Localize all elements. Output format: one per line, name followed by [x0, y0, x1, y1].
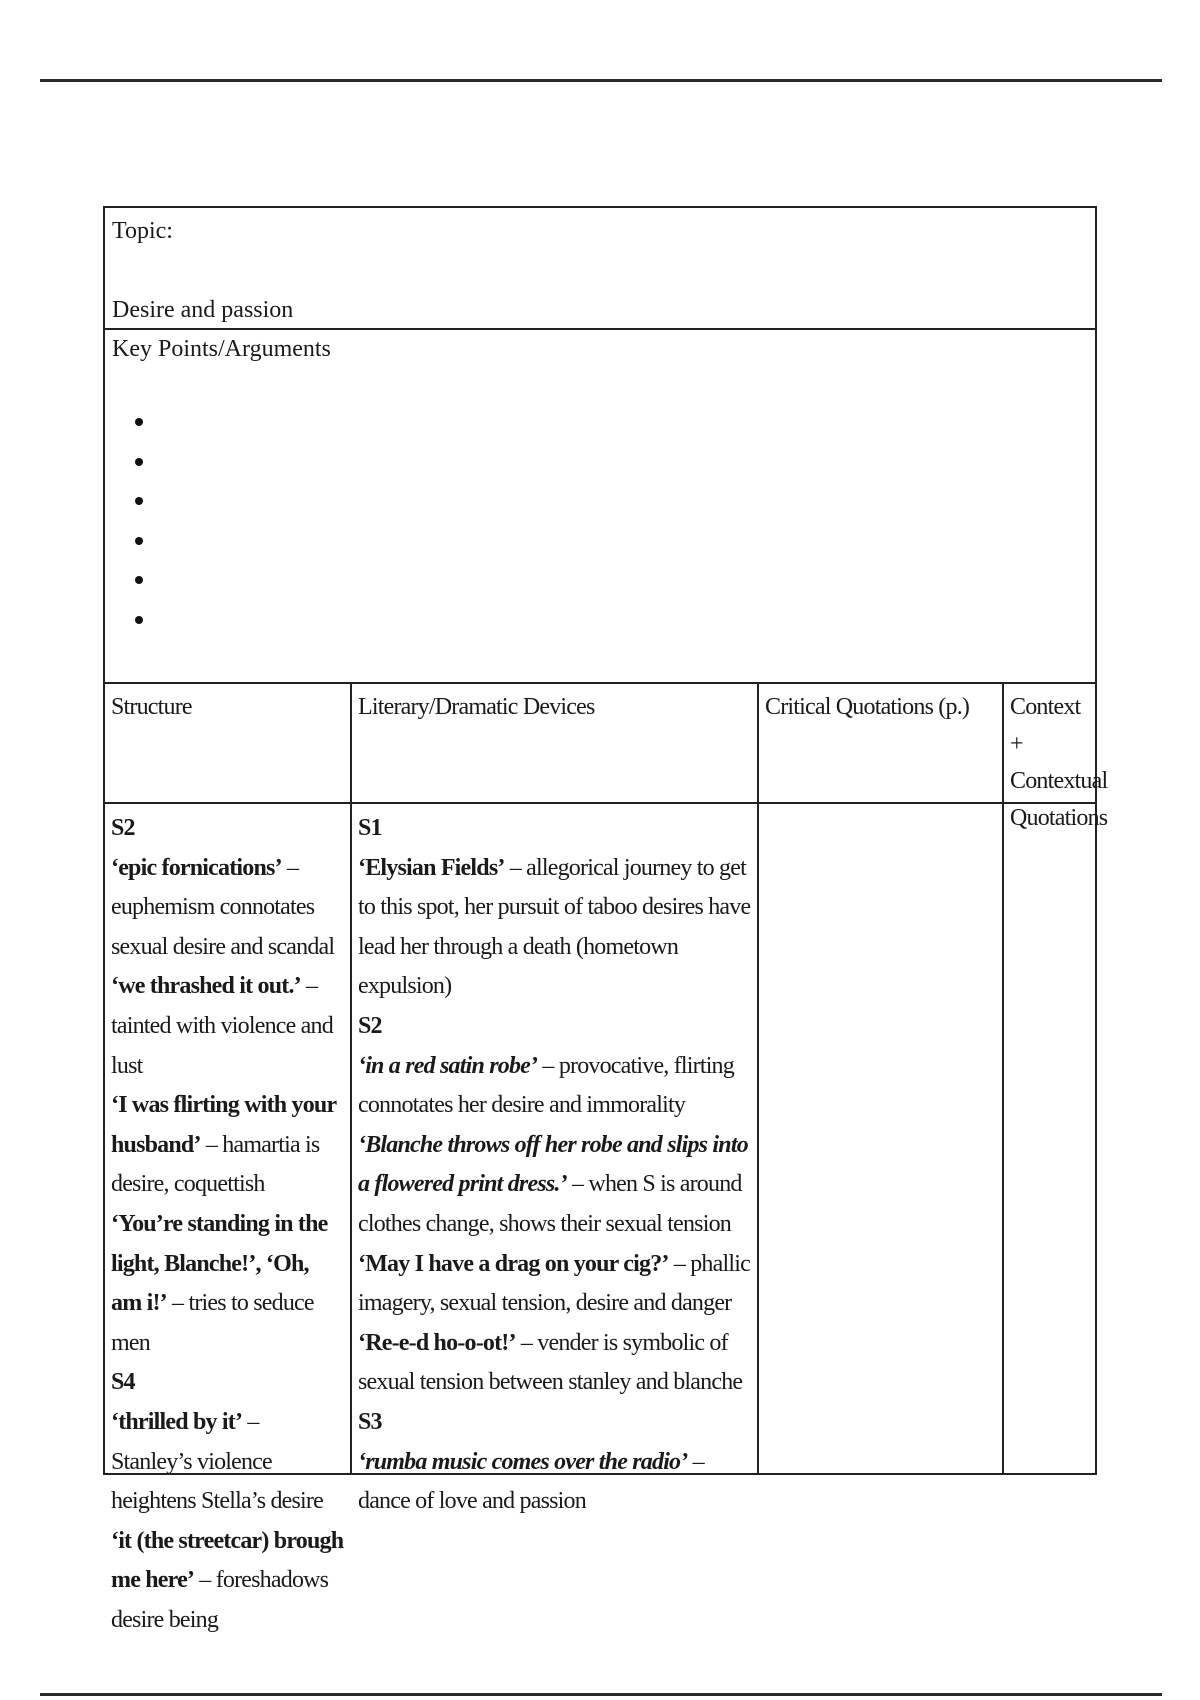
- quote-entry: [111, 1205, 344, 1363]
- quotation: ‘You’re standing in the light, Blanche!’, ‘Oh, am i!’: [111, 1210, 328, 1317]
- quote-entry: [358, 1047, 751, 1126]
- quotation: ‘rumba music comes over the radio’: [358, 1448, 688, 1475]
- quote-entry: [111, 1403, 344, 1522]
- topic-label: Topic:: [112, 218, 173, 244]
- scene-label: S2: [358, 1012, 382, 1039]
- scene-heading: [358, 1007, 751, 1047]
- quote-entry: [111, 1522, 344, 1641]
- analysis-note: – hamartia is desire, coquettish: [111, 1131, 320, 1198]
- quotation: ‘in a red satin robe’: [358, 1052, 538, 1079]
- quotation: ‘we thrashed it out.’: [111, 973, 301, 1000]
- analysis-note: – phallic imagery, sexual tension, desire and danger: [358, 1250, 750, 1317]
- key-points-label: Key Points/Arguments: [112, 336, 331, 362]
- topic-box: [105, 208, 1095, 330]
- analysis-note: – foreshadows desire being: [111, 1567, 329, 1633]
- scene-label: S2: [111, 815, 135, 841]
- quotation: ‘Re-e-d ho-o-ot!’: [358, 1329, 516, 1356]
- analysis-note: – dance of love and passion: [358, 1448, 704, 1515]
- scene-label: S4: [111, 1369, 135, 1396]
- analysis-note: – tainted with violence and lust: [111, 973, 333, 1079]
- analysis-note: – when S is around clothes change, shows their sexual tension: [358, 1171, 742, 1237]
- analysis-table: [105, 684, 1108, 1633]
- devices-column: [352, 804, 759, 1515]
- quotation: ‘it (the streetcar) brough me here’: [111, 1527, 344, 1594]
- quote-entry: [358, 1324, 751, 1403]
- quote-entry: [111, 1086, 344, 1205]
- header-structure: Structure: [105, 684, 352, 804]
- scene-heading: [358, 809, 751, 849]
- quote-entry: [358, 1245, 751, 1324]
- analysis-note: – allegorical journey to get to this spot, her pursuit of taboo desires have lead her through a death (hometown expulsion): [358, 854, 751, 1000]
- key-points-box: [105, 330, 1095, 684]
- analysis-note: – tries to seduce men: [111, 1290, 314, 1356]
- quotation: ‘thrilled by it’: [111, 1408, 243, 1435]
- analysis-note: – Stanley’s violence heightens Stella’s desire: [111, 1408, 323, 1515]
- quotation: ‘epic fornications’: [111, 854, 282, 881]
- topic-value: Desire and passion: [112, 297, 294, 323]
- structure-column: [105, 804, 352, 1633]
- analysis-note: – vender is symbolic of sexual tension between stanley and blanche: [358, 1329, 743, 1396]
- header-devices: Literary/Dramatic Devices: [352, 684, 759, 804]
- scene-heading: [111, 809, 344, 849]
- critical-quotations-column: [759, 804, 1004, 1473]
- scene-label: S3: [358, 1408, 382, 1435]
- quote-entry: [358, 1443, 751, 1522]
- quote-entry: [111, 849, 344, 968]
- analysis-note: – euphemism connotates sexual desire and scandal: [111, 854, 335, 960]
- quote-entry: [358, 849, 751, 1007]
- quote-entry: [111, 967, 344, 1086]
- footer-rule: [40, 1693, 1162, 1696]
- scene-heading: [358, 1403, 751, 1443]
- header-critical-quotations: Critical Quotations (p.): [759, 684, 1004, 804]
- quotation: ‘Blanche throws off her robe and slips into a flowered print dress.’: [358, 1131, 748, 1198]
- quote-entry: [358, 1126, 751, 1245]
- revision-sheet: [103, 206, 1108, 1633]
- quotation: ‘May I have a drag on your cig?’: [358, 1250, 669, 1277]
- header-context: Context + Contextual Quotations: [1004, 684, 1095, 804]
- quotation: ‘I was flirting with your husband’: [111, 1092, 336, 1158]
- header-rule: [40, 79, 1162, 82]
- context-column: [1004, 804, 1095, 1473]
- quotation: ‘Elysian Fields’: [358, 854, 505, 881]
- analysis-note: – provocative, flirting connotates her desire and immorality: [358, 1052, 734, 1119]
- scene-heading: [111, 1363, 344, 1403]
- scene-label: S1: [358, 815, 382, 841]
